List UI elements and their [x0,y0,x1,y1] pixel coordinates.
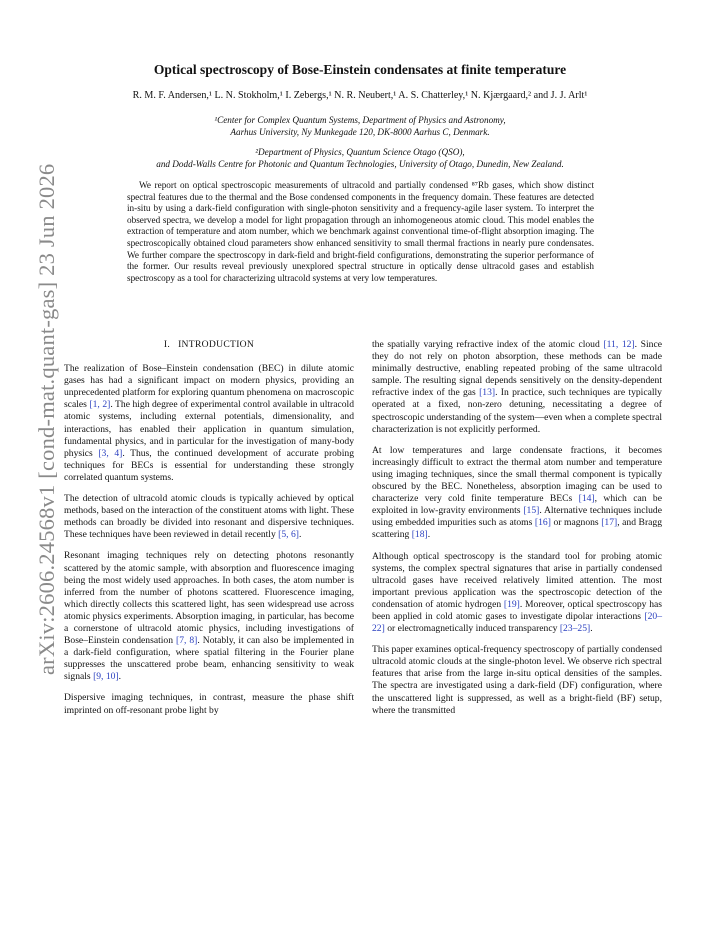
paragraph: The detection of ultracold atomic clouds is typically achieved by optical methods, based on the interaction of the constituent atoms with light. These methods can broadly be divided into resonant and dispersive techniques. These techniques have been reviewed in detail recently [5, 6]. [64,493,354,541]
abstract: We report on optical spectroscopic measurements of ultracold and partially condensed ⁸⁷Rb gases, which show distinct spectral features due to the thermal and the Bose condensed components in the frequency domain. These features are detected in-situ by using a dark-field configuration with single-photon sensitivity and a frequency-agile laser system. To interpret the observed spectra, we develop a model for light propagation through an inhomogeneous atomic cloud. This model enables the extraction of temperature and atom number, which we benchmark against conventional time-of-flight absorption imaging. The spectroscopically obtained cloud parameters show enhanced sensitivity to small thermal fractions in nearly pure condensates. We further compare the spectroscopy in dark-field and bright-field configurations, demonstrating the superior performance of the former. Our results reveal previously unexplored spectral structure in optically dense ultracold gases and establish spectroscopy as a tool for characterizing ultracold systems at very low temperatures. [127,180,594,283]
citation-link[interactable]: [18] [411,529,428,541]
citation-link[interactable]: [3, 4] [98,447,123,459]
citation-link[interactable]: [14] [578,493,595,505]
citation-link[interactable]: [7, 8] [176,635,198,647]
citation-link[interactable]: [11, 12] [603,339,635,350]
affiliation-2-line-1: ²Department of Physics, Quantum Science Otago (QSO), [255,147,465,157]
section-heading [64,339,354,351]
arxiv-identifier: arXiv:2606.24568v1 [cond-mat.quant-gas] 23 Jun 2026 [34,163,59,675]
citation-link[interactable]: [15] [523,505,540,517]
right-column [372,339,662,726]
paragraph: The realization of Bose–Einstein condensation (BEC) in dilute atomic gases has had a significant impact on modern physics, providing an unprecedented platform for exploring quantum phenomena on macroscopic scales [1, 2]. The high degree of experimental control available in ultracold atomic systems, including external potentials, dimensionality, and interactions, has enabled their application in quantum simulation, fundamental physics, and in particular for the investigation of many-body physics [3, 4]. Thus, the continued development of accurate probing techniques for BECs is essential for understanding these strongly correlated quantum systems. [64,363,355,483]
left-column [64,339,354,726]
paragraph: At low temperatures and large condensate fractions, it becomes increasingly difficult to extract the thermal atom number and temperature using imaging techniques, since the small thermal component is typically obscured by the BEC. Nonetheless, absorption imaging can be used to characterize very cold finite temperature BECs [14], which can be exploited in low-gravity environments [15]. Alternative techniques include using embedded impurities such as atoms [16] or magnons [17], and Bragg scattering [18]. [372,444,662,541]
affiliation-2-line-2: and Dodd-Walls Centre for Photonic and Quantum Technologies, University of Otago, Dunedin, New Zealand. [156,159,564,169]
affiliation-1-line-1: ¹Center for Complex Quantum Systems, Department of Physics and Astronomy, [214,115,506,125]
citation-link[interactable]: [20–22] [372,610,662,635]
paragraph: the spatially varying refractive index of the atomic cloud [11, 12]. Since they do not rely on photon absorption, these methods can be made minimally destructive, enabling repeated probing of the same ultracold sample. The resulting signal depends sensitively on the density-dependent refractive index of the gas [13]. In practice, such techniques are typically operated at a fixed, non-zero detuning, necessitating a degree of spectroscopic understanding of the system—even when a complete spectral characterization is not explicitly performed. [372,339,662,435]
paragraph: Resonant imaging techniques rely on detecting photons resonantly scattered by the atomic sample, with absorption and fluorescence imaging being the most widely used approaches. In both cases, the atom number is inferred from the number of photons scattered. Fluorescence imaging, which directly collects this scattered light, has seen widespread use across atomic physics experiments. Absorption imaging, in particular, has become a cornerstone of ultracold atomic physics, including investigations of Bose–Einstein condensation [7, 8]. Notably, it can also be implemented in a dark-field configuration, where spatial filtering in the Fourier plane suppresses the unscattered probe beam, enhancing sensitivity to weak signals [9, 10]. [64,550,355,683]
citation-link[interactable]: [13] [479,387,496,399]
section-number: I. [163,339,171,350]
citation-link[interactable]: [19] [503,598,520,610]
affiliation-1-line-2: Aarhus University, Ny Munkegade 120, DK-8000 Aarhus C, Denmark. [230,127,490,137]
section-title: INTRODUCTION [178,339,255,350]
author-list: R. M. F. Andersen,¹ L. N. Stokholm,¹ I. Zebergs,¹ N. R. Neubert,¹ A. S. Chatterley,¹ N. Kjærgaard,² and J. J. Arlt¹ [132,90,588,101]
paper-title: Optical spectroscopy of Bose-Einstein condensates at finite temperature [153,62,567,77]
citation-link[interactable]: [5, 6] [278,529,299,541]
affiliation-1 [0,114,720,138]
paragraph: Although optical spectroscopy is the standard tool for probing atomic systems, the complex spectral signatures that arise in partially condensed ultracold gases have received relatively limited attention. The most important previous application was the spectroscopic detection of the condensation of atomic hydrogen [19]. Moreover, optical spectroscopy has been applied in cold atomic gases to investigate dipolar interactions [20–22] or electromagnetically induced transparency [23–25]. [372,550,662,635]
paragraph: This paper examines optical-frequency spectroscopy of partially condensed ultracold atomic clouds at the single-photon level. We observe rich spectral features that arise from the large in-situ optical densities of the samples. The spectra are investigated using a dark-field (DF) configuration, where the unscattered light is suppressed, as well as a bright-field (BF) setup, where the transmitted [372,644,662,716]
citation-link[interactable]: [1, 2] [89,399,111,411]
citation-link[interactable]: [23–25] [559,623,591,635]
paragraph: Dispersive imaging techniques, in contrast, measure the phase shift imprinted on off-resonant probe light by [64,692,354,716]
affiliation-2 [0,146,720,170]
citation-link[interactable]: [17] [601,517,618,529]
citation-link[interactable]: [16] [534,517,551,529]
citation-link[interactable]: [9, 10] [93,671,119,683]
